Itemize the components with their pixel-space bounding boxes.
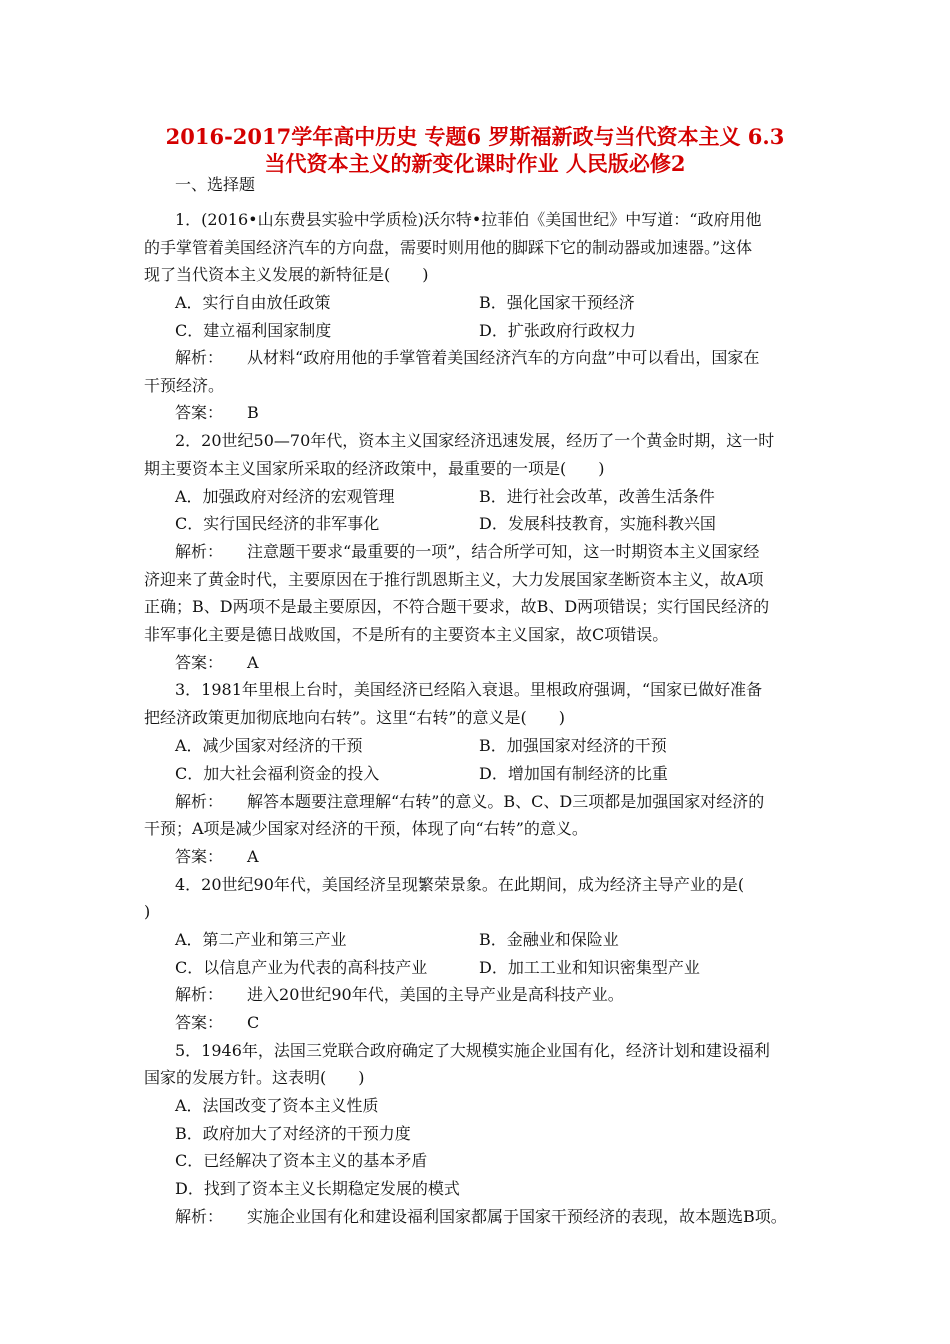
q3-answer-value: A [247, 847, 259, 866]
q4-option-a: A．第二产业和第三产业 [175, 930, 347, 949]
q4-answer-value: C [247, 1013, 260, 1032]
q2-analysis-text-1: 注意题干要求“最重要的一项”，结合所学可知，这一时期资本主义国家经 [247, 542, 760, 561]
document-title-line-2: 当代资本主义的新变化课时作业 人民版必修2 [264, 151, 686, 176]
q1-analysis-line-2: 干预经济。 [144, 376, 225, 395]
q2-option-b: B．进行社会改革，改善生活条件 [479, 487, 715, 506]
q5-option-b: B．政府加大了对经济的干预力度 [175, 1124, 411, 1143]
q1-stem-line-3: 现了当代资本主义发展的新特征是( ) [144, 265, 429, 284]
q3-option-c: C．加大社会福利资金的投入 [175, 764, 380, 783]
q4-analysis-line-1 [175, 985, 624, 1005]
q2-answer [175, 653, 259, 673]
section-heading: 一、选择题 [175, 175, 256, 194]
q3-stem-line-1: 3．1981年里根上台时，美国经济已经陷入衰退。里根政府强调，“国家已做好准备 [175, 680, 763, 699]
q1-option-c: C．建立福利国家制度 [175, 321, 332, 340]
q3-answer [175, 847, 259, 867]
q5-stem-line-2: 国家的发展方针。这表明( ) [144, 1068, 365, 1087]
q3-analysis-line-1 [175, 792, 764, 812]
q4-answer-label: 答案： [175, 1013, 224, 1032]
q2-answer-label: 答案： [175, 653, 224, 672]
document-title-line-1: 2016-2017学年高中历史 专题6 罗斯福新政与当代资本主义 6.3 [165, 124, 785, 149]
q2-options-row-1 [175, 487, 875, 507]
q2-analysis-line-1 [175, 542, 759, 562]
q5-analysis-text-1: 实施企业国有化和建设福利国家都属于国家干预经济的表现，故本题选B项。 [247, 1207, 787, 1226]
q3-analysis-text-1: 解答本题要注意理解“右转”的意义。B、C、D三项都是加强国家对经济的 [247, 792, 765, 811]
q2-stem-line-1: 2．20世纪50—70年代，资本主义国家经济迅速发展，经历了一个黄金时期，这一时 [175, 431, 775, 450]
q1-stem-line-2: 的手掌管着美国经济汽车的方向盘，需要时则用他的脚踩下它的制动器或加速器。”这体 [144, 238, 753, 257]
q4-option-c: C．以信息产业为代表的高科技产业 [175, 958, 428, 977]
q2-analysis-label: 解析： [175, 542, 224, 561]
q2-option-d: D．发展科技教育，实施科教兴国 [479, 514, 716, 533]
q5-option-c: C．已经解决了资本主义的基本矛盾 [175, 1151, 428, 1170]
q1-answer [175, 403, 259, 423]
q1-answer-value: B [247, 403, 259, 422]
q4-analysis-text-1: 进入20世纪90年代，美国的主导产业是高科技产业。 [247, 985, 624, 1004]
q4-options-row-1 [175, 930, 875, 950]
q1-option-a: A．实行自由放任政策 [175, 293, 331, 312]
q2-analysis-line-2: 济迎来了黄金时代，主要原因在于推行凯恩斯主义，大力发展国家垄断资本主义，故A项 [144, 570, 764, 589]
q5-analysis-line-1 [175, 1207, 787, 1227]
q2-stem-line-2: 期主要资本主义国家所采取的经济政策中，最重要的一项是( ) [144, 459, 605, 478]
q2-answer-value: A [247, 653, 259, 672]
q2-options-row-2 [175, 514, 875, 534]
q5-option-d: D．找到了资本主义长期稳定发展的模式 [175, 1179, 460, 1198]
q4-stem-line-1: 4．20世纪90年代，美国经济呈现繁荣景象。在此期间，成为经济主导产业的是( [175, 875, 745, 894]
q3-stem-line-2: 把经济政策更加彻底地向右转”。这里“右转”的意义是( ) [144, 708, 566, 727]
q4-option-d: D．加工工业和知识密集型产业 [479, 958, 700, 977]
q3-option-b: B．加强国家对经济的干预 [479, 736, 667, 755]
q5-stem-line-1: 5．1946年，法国三党联合政府确定了大规模实施企业国有化，经济计划和建设福利 [175, 1041, 770, 1060]
q1-analysis-label: 解析： [175, 348, 224, 367]
q4-answer [175, 1013, 259, 1033]
q3-analysis-line-2: 干预；A项是减少国家对经济的干预，体现了向“右转”的意义。 [144, 819, 588, 838]
q1-stem-line-1: 1．(2016•山东费县实验中学质检)沃尔特•拉菲伯《美国世纪》中写道：“政府用他 [175, 210, 762, 229]
q3-options-row-1 [175, 736, 875, 756]
q3-options-row-2 [175, 764, 875, 784]
q1-analysis-line-1 [175, 348, 759, 368]
q1-analysis-text-1: 从材料“政府用他的手掌管着美国经济汽车的方向盘”中可以看出，国家在 [247, 348, 760, 367]
q3-analysis-label: 解析： [175, 792, 224, 811]
q3-option-a: A．减少国家对经济的干预 [175, 736, 363, 755]
q4-stem-line-2: ) [144, 902, 151, 921]
q5-analysis-label: 解析： [175, 1207, 224, 1226]
q5-option-a: A．法国改变了资本主义性质 [175, 1096, 379, 1115]
q1-answer-label: 答案： [175, 403, 224, 422]
q4-analysis-label: 解析： [175, 985, 224, 1004]
q2-option-a: A．加强政府对经济的宏观管理 [175, 487, 395, 506]
q2-option-c: C．实行国民经济的非军事化 [175, 514, 380, 533]
q1-option-d: D．扩张政府行政权力 [479, 321, 636, 340]
q2-analysis-line-4: 非军事化主要是德日战败国，不是所有的主要资本主义国家，故C项错误。 [144, 625, 669, 644]
q2-analysis-line-3: 正确；B、D两项不是最主要原因，不符合题干要求，故B、D两项错误；实行国民经济的 [144, 597, 770, 616]
q1-options-row-2 [175, 321, 875, 341]
q4-options-row-2 [175, 958, 875, 978]
q1-option-b: B．强化国家干预经济 [479, 293, 635, 312]
q4-option-b: B．金融业和保险业 [479, 930, 619, 949]
q1-options-row-1 [175, 293, 875, 313]
q3-answer-label: 答案： [175, 847, 224, 866]
q3-option-d: D．增加国有制经济的比重 [479, 764, 668, 783]
